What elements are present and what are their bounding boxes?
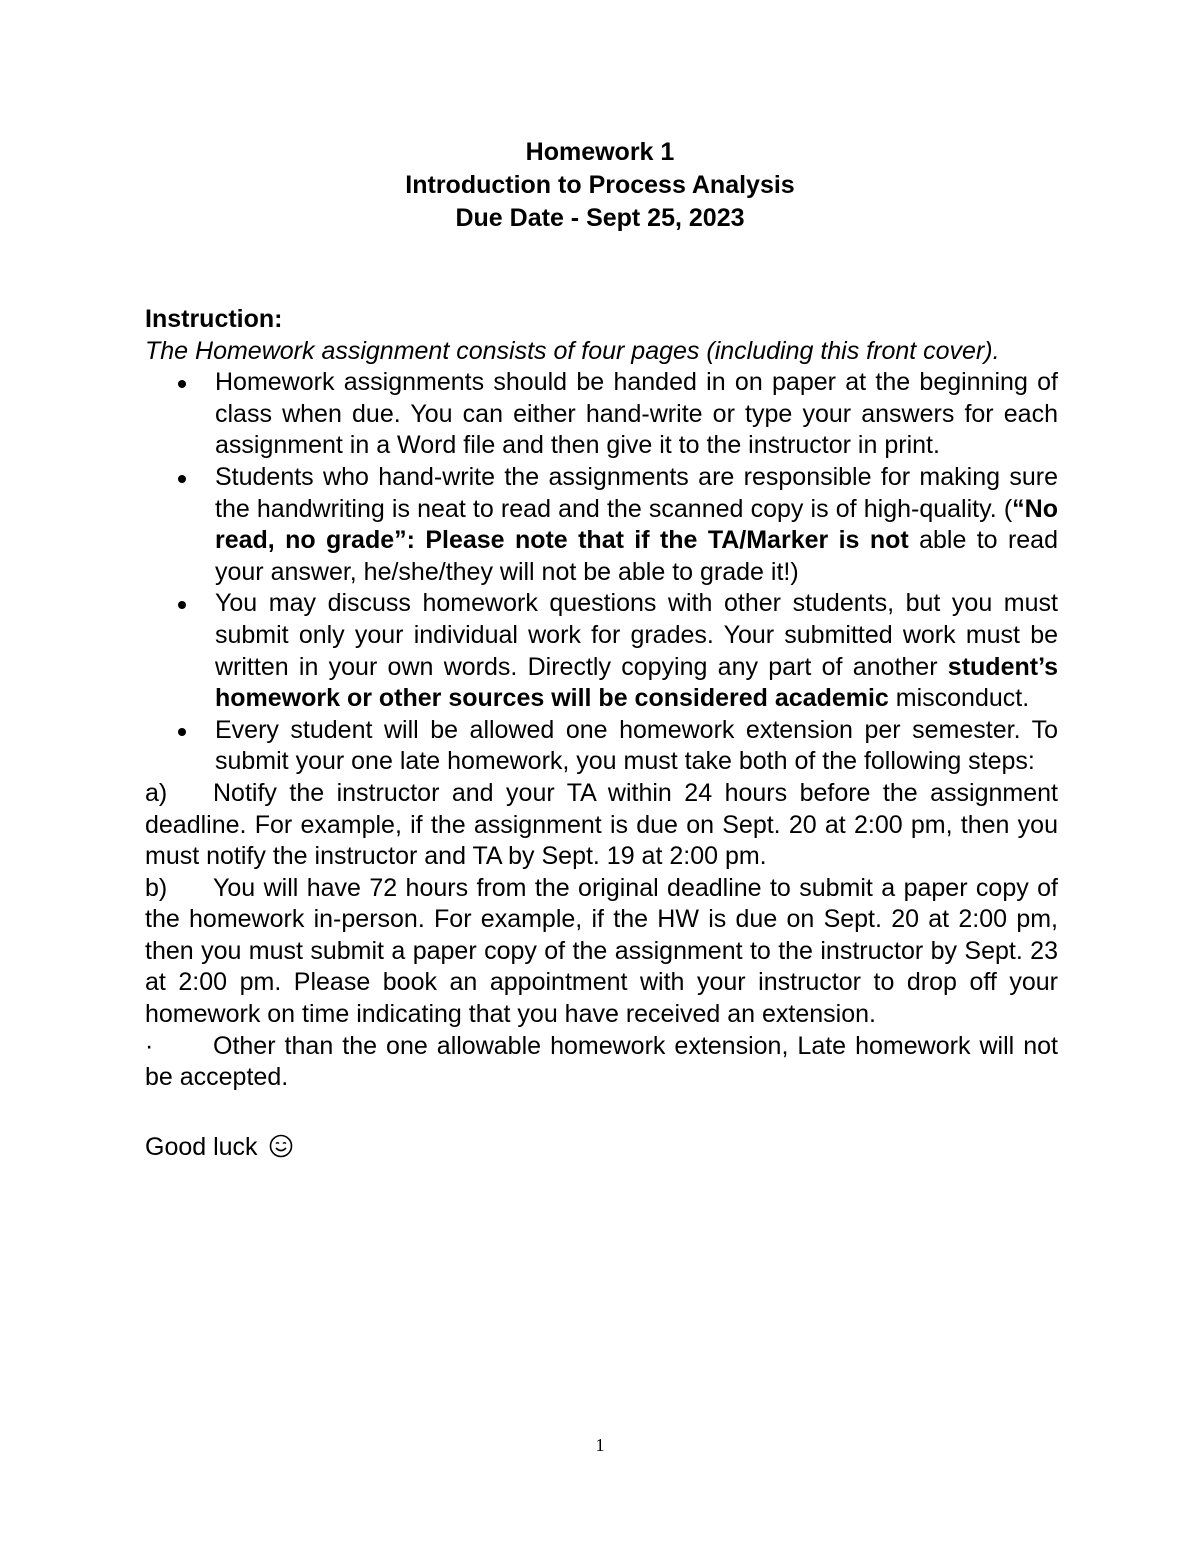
bullet-dot-icon bbox=[178, 475, 186, 483]
smiley-face-icon bbox=[269, 1134, 293, 1167]
instruction-section bbox=[145, 304, 1058, 1166]
step-label: a) bbox=[145, 778, 168, 807]
page-number: 1 bbox=[595, 1435, 605, 1455]
instruction-intro: The Homework assignment consists of four pages (including this front cover). bbox=[145, 336, 1000, 365]
step-late-policy bbox=[145, 1031, 1058, 1094]
step-label: b) bbox=[145, 873, 168, 902]
bullet-bold-text: “No read, no grade”: Please note that if the TA/Marker is not bbox=[215, 494, 1058, 555]
bullet-bold-text: student’s homework or other sources will be considered academic bbox=[215, 652, 1058, 713]
bullet-text: You may discuss homework questions with other students, but you must submit only your individual work for grades. Your submitted work must be written in your own words. Directly copying any part of another bbox=[215, 589, 1058, 681]
bullet-item-submission bbox=[215, 367, 1058, 462]
step-label: · bbox=[145, 1031, 154, 1060]
homework-title: Homework 1 bbox=[525, 138, 675, 166]
bullet-text: Students who hand-write the assignments are responsible for making sure the handwriting is neat to read and the scanned copy is of high-quality. ( bbox=[215, 462, 1058, 523]
closing-line bbox=[145, 1132, 1058, 1167]
step-text: You will have 72 hours from the original deadline to submit a paper copy of the homework in-person. For example, if the HW is due on Sept. 20 at 2:00 pm, then you must submit a paper copy of the assignment to the instructor by Sept. 23 at 2:00 pm. Please book an appointment with your instructor to drop off your homework on time indicating that you have received an extension. bbox=[145, 873, 1058, 1029]
bullet-item-extension bbox=[215, 715, 1058, 778]
step-text: Other than the one allowable homework extension, Late homework will not be accepted. bbox=[145, 1031, 1058, 1092]
bullet-text: Every student will be allowed one homework extension per semester. To submit your one late homework, you must take both of the following steps: bbox=[215, 715, 1058, 776]
instruction-heading: Instruction: bbox=[145, 305, 283, 333]
bullet-item-handwriting bbox=[215, 462, 1058, 588]
bullet-text: able to read your answer, he/she/they will not be able to grade it!) bbox=[215, 526, 1058, 586]
course-subtitle: Introduction to Process Analysis bbox=[405, 171, 795, 199]
bullet-dot-icon bbox=[178, 601, 186, 609]
bullet-dot-icon bbox=[178, 380, 186, 388]
step-b bbox=[145, 873, 1058, 1031]
step-a bbox=[145, 778, 1058, 873]
bullet-dot-icon bbox=[178, 728, 186, 736]
due-date: Due Date - Sept 25, 2023 bbox=[455, 204, 745, 232]
bullet-item-collaboration bbox=[215, 588, 1058, 714]
bullet-text: misconduct. bbox=[888, 684, 1030, 713]
closing-text: Good luck bbox=[145, 1132, 258, 1161]
step-text: Notify the instructor and your TA within 24 hours before the assignment deadline. For example, if the assignment is due on Sept. 20 at 2:00 pm, then you must notify the instructor and TA by Sept. 19 at 2:00 pm. bbox=[145, 778, 1058, 871]
bullet-text: Homework assignments should be handed in on paper at the beginning of class when due. You can either hand-write or type your answers for each assignment in a Word file and then give it to the instructor in print. bbox=[215, 368, 1058, 460]
instruction-bullet-list bbox=[145, 367, 1058, 778]
title-block bbox=[0, 136, 1200, 235]
